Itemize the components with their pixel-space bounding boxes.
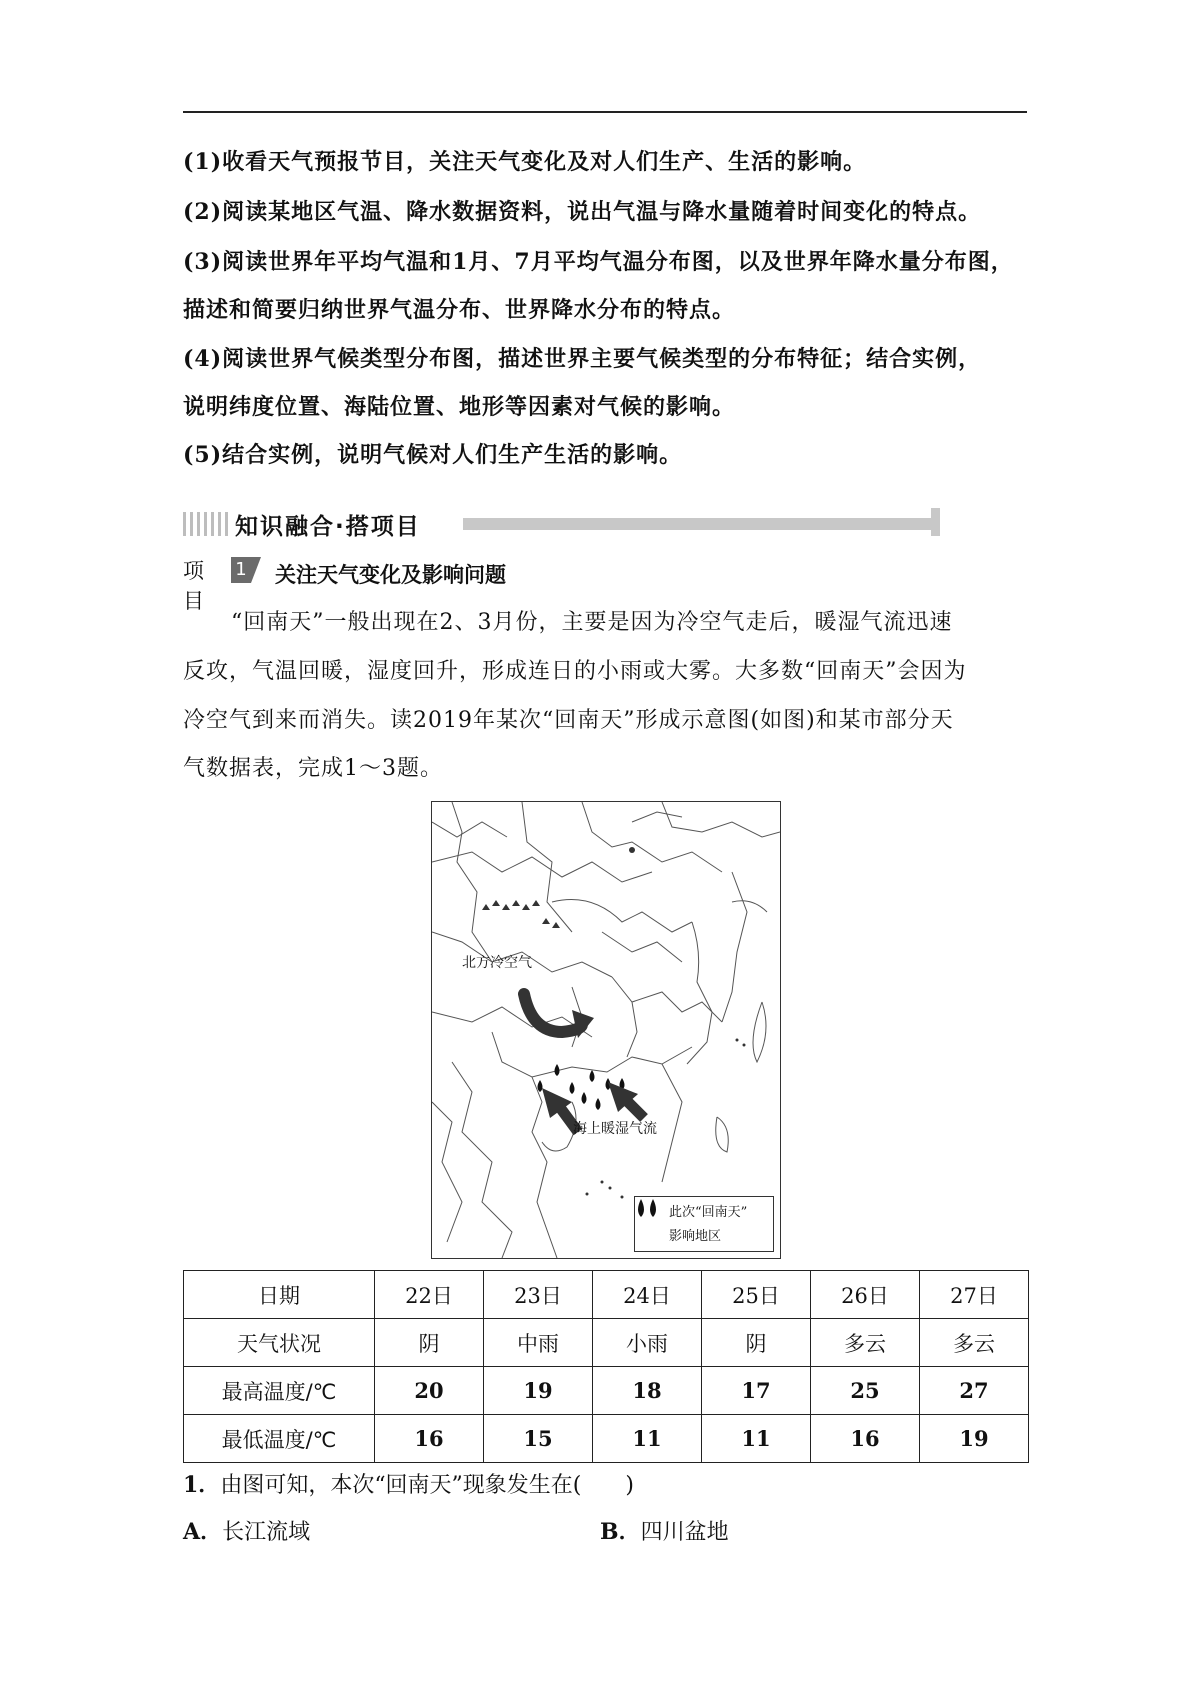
table-cell: 23日: [484, 1271, 593, 1319]
option-b[interactable]: [600, 1515, 729, 1546]
table-cell: 11: [593, 1415, 702, 1463]
legend-line-2: 影响地区: [669, 1229, 722, 1244]
intro-line-4: 气数据表，完成1～3题。: [183, 756, 443, 781]
project-number: 1: [231, 557, 251, 583]
table-cell: 27: [920, 1367, 1029, 1415]
map-label-warm-air: 海上暖湿气流: [573, 1121, 657, 1137]
table-cell: 24日: [593, 1271, 702, 1319]
table-cell: 22日: [375, 1271, 484, 1319]
project-title: 关注天气变化及影响问题: [275, 563, 506, 587]
top-rule: [183, 111, 1027, 113]
table-cell: 19: [484, 1367, 593, 1415]
section-header: [183, 504, 943, 544]
table-cell: 27日: [920, 1271, 1029, 1319]
table-cell: 日期: [184, 1271, 375, 1319]
section-title: 知识融合·搭项目: [235, 514, 421, 540]
weather-data-table: [183, 1270, 1029, 1463]
table-cell: 天气状况: [184, 1319, 375, 1367]
question-1: [183, 1468, 634, 1499]
question-text: 由图可知，本次“回南天”现象发生在( ): [220, 1473, 634, 1498]
requirement-3-cont: 描述和简要归纳世界气温分布、世界降水分布的特点。: [183, 297, 736, 323]
table-row: [184, 1319, 1029, 1367]
intro-line-1: “回南天”一般出现在2、3月份，主要是因为冷空气走后，暖湿气流迅速: [231, 610, 953, 635]
table-cell: 小雨: [593, 1319, 702, 1367]
table-cell: 20: [375, 1367, 484, 1415]
table-cell: 中雨: [484, 1319, 593, 1367]
section-bar-end: [931, 508, 940, 536]
option-letter: B．: [600, 1519, 641, 1545]
table-cell: 最低温度/℃: [184, 1415, 375, 1463]
table-cell: 多云: [920, 1319, 1029, 1367]
map-drawing: [432, 802, 780, 1258]
table-cell: 19: [920, 1415, 1029, 1463]
table-cell: 26日: [811, 1271, 920, 1319]
question-number: 1．: [183, 1472, 221, 1498]
option-text: 长江流域: [222, 1520, 311, 1545]
raindrop-icon: [635, 1197, 661, 1221]
table-cell: 最高温度/℃: [184, 1367, 375, 1415]
section-stripes: [183, 512, 231, 536]
intro-line-2: 反攻，气温回暖，湿度回升，形成连日的小雨或大雾。大多数“回南天”会因为: [183, 659, 967, 684]
option-text: 四川盆地: [640, 1520, 729, 1545]
requirement-3: (3)阅读世界年平均气温和1月、7月平均气温分布图，以及世界年降水量分布图，: [183, 249, 1014, 275]
intro-line-3: 冷空气到来而消失。读2019年某次“回南天”形成示意图(如图)和某市部分天: [183, 708, 954, 733]
table-cell: 16: [811, 1415, 920, 1463]
option-a[interactable]: [183, 1515, 310, 1546]
map-legend: [634, 1196, 774, 1252]
table-cell: 18: [593, 1367, 702, 1415]
legend-line-1: 此次“回南天”: [669, 1205, 748, 1220]
table-cell: 16: [375, 1415, 484, 1463]
table-cell: 15: [484, 1415, 593, 1463]
table-cell: 多云: [811, 1319, 920, 1367]
weather-map: [431, 801, 781, 1259]
table-cell: 11: [702, 1415, 811, 1463]
table-cell: 阴: [375, 1319, 484, 1367]
table-cell: 25: [811, 1367, 920, 1415]
requirement-4-cont: 说明纬度位置、海陆位置、地形等因素对气候的影响。: [183, 394, 736, 420]
table-row: [184, 1271, 1029, 1319]
table-cell: 17: [702, 1367, 811, 1415]
table-row: [184, 1367, 1029, 1415]
table-row: [184, 1415, 1029, 1463]
table-cell: 25日: [702, 1271, 811, 1319]
table-cell: 阴: [702, 1319, 811, 1367]
requirement-5: (5)结合实例，说明气候对人们生产生活的影响。: [183, 442, 683, 468]
section-bar: [463, 518, 938, 530]
map-label-cold-air: 北方冷空气: [462, 955, 532, 971]
option-letter: A．: [183, 1519, 223, 1545]
requirement-2: (2)阅读某地区气温、降水数据资料，说出气温与降水量随着时间变化的特点。: [183, 199, 982, 225]
project-label: 项目: [183, 559, 204, 613]
requirement-4: (4)阅读世界气候类型分布图，描述世界主要气候类型的分布特征；结合实例，: [183, 346, 982, 372]
requirement-1: (1)收看天气预报节目，关注天气变化及对人们生产、生活的影响。: [183, 149, 867, 175]
